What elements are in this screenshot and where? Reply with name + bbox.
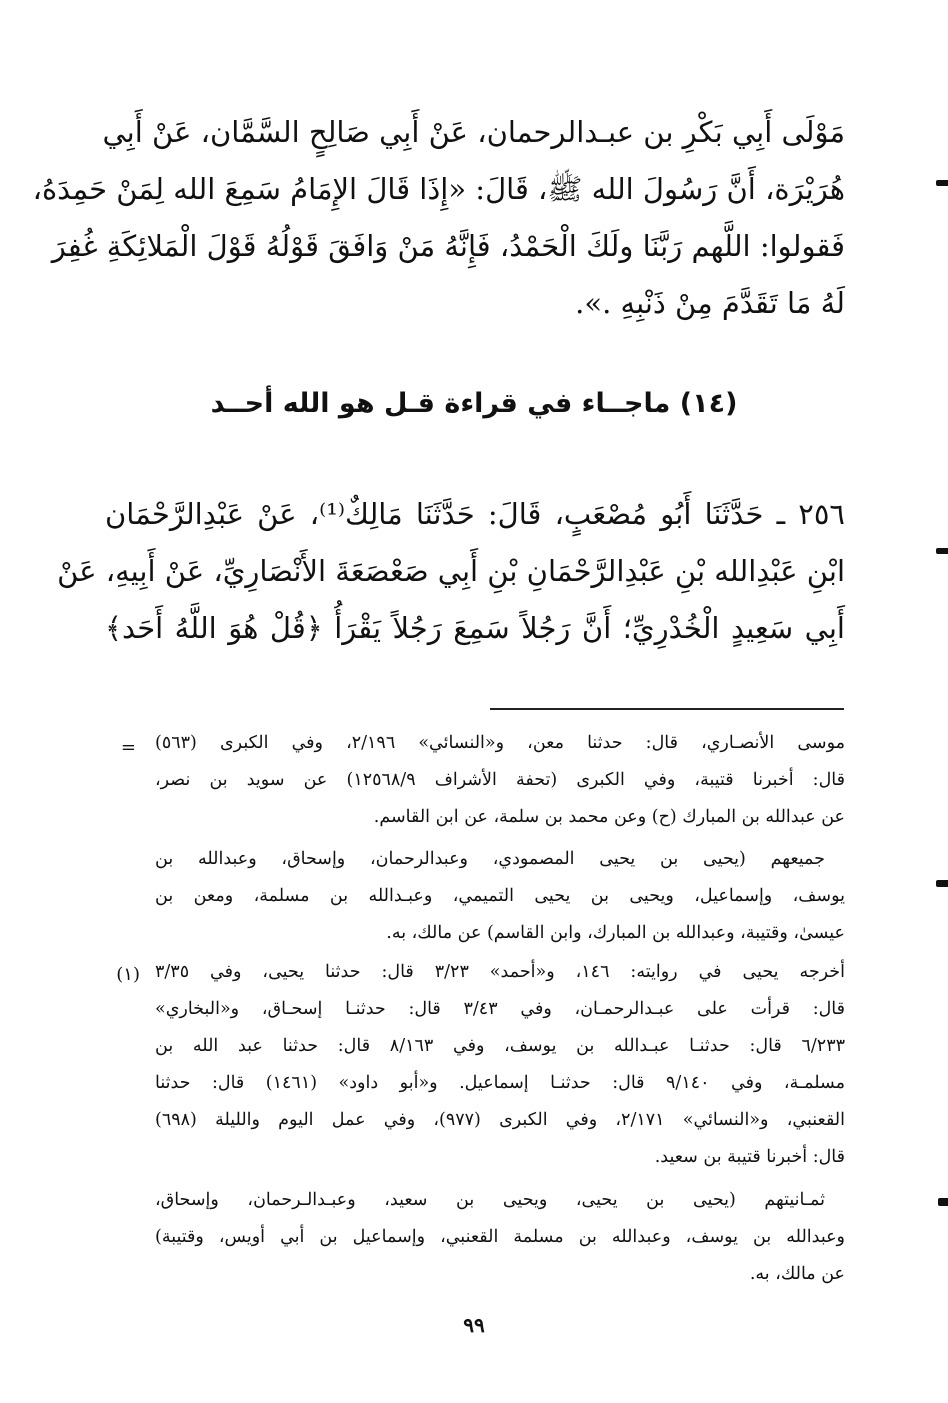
footnote-line: قال: أخبرنا قتيبة، وفي الكبرى (تحفة الأشراف ١٢٥٦٨/٩) عن سويد بن نصر، xyxy=(155,770,845,790)
scan-edge-mark xyxy=(938,1198,948,1206)
text-line: هُرَيْرَة، أَنَّ رَسُولَ الله ﷺ، قَالَ: «إِذَا قَالَ الإِمَامُ سَمِعَ الله لِمَنْ حَمِدَهُ، xyxy=(32,172,845,206)
footnote-line: قال: قرأت على عبـدالرحمـان، وفي ٣/٤٣ قال: حدثنـا إسحـاق، و«البخاري» xyxy=(155,999,846,1019)
footnote-line: موسى الأنصـاري، قال: حدثنا معن، و«النسائي» ٢/١٩٦، وفي الكبرى (٥٦٣) xyxy=(155,733,846,753)
footnote-line: القعنبي، و«النسائي» ٢/١٧١، وفي الكبرى (٩٧٧)، وفي عمل اليوم والليلة (٦٩٨) xyxy=(155,1110,845,1130)
hadith-line: ٢٥٦ ـ حَدَّثَنَا أَبُو مُصْعَبٍ، قَالَ: حَدَّثَنَا مَالِكٌ⁽¹⁾، عَنْ عَبْدِالرَّحْمَان xyxy=(105,497,845,531)
footnote-line: ٦/٢٣٣ قال: حدثنـا عبـدالله بن يوسف، وفي ٨/١٦٣ قال: حدثنا عبد الله بن xyxy=(155,1036,845,1056)
text-line: مَوْلَى أَبِي بَكْرِ بن عبـدالرحمان، عَنْ أَبِي صَالِحٍ السَّمَّان، عَنْ أَبِي xyxy=(102,115,845,149)
page-number: ٩٩ xyxy=(463,1313,485,1337)
text-line: فَقولوا: اللَّهم رَبَّنَا ولَكَ الْحَمْدُ، فَإِنَّهُ مَنْ وَافَقَ قَوْلُهُ قَوْلَ الْمَلائِكَةِ غُفِرَ xyxy=(51,229,845,263)
footnote-separator xyxy=(490,708,844,710)
hadith-line: ابْنِ عَبْدِالله بْنِ عَبْدِالرَّحْمَانِ بْنِ أَبِي صَعْصَعَةَ الأَنْصَارِيِّ، عَنْ أَبِيهِ، عَنْ xyxy=(57,554,845,588)
footnote-line: عن عبدالله بن المبارك (ح) وعن محمد بن سلمة، عن ابن القاسم. xyxy=(373,807,845,827)
footnote-line: قال: أخبرنا قتيبة بن سعيد. xyxy=(654,1147,845,1167)
scan-edge-mark xyxy=(936,880,948,887)
continuation-marker: = xyxy=(120,737,136,758)
text-line: لَهُ مَا تَقَدَّمَ مِنْ ذَنْبِهِ .». xyxy=(575,286,845,320)
footnote-line: عن مالك، به. xyxy=(749,1264,845,1284)
hadith-line: أَبِي سَعِيدٍ الْخُدْرِيِّ؛ أَنَّ رَجُلاً سَمِعَ رَجُلاً يَقْرَأُ ﴿قُلْ هُوَ اللَّهُ أَحَد﴾ xyxy=(105,611,845,645)
footnote-line: يوسف، وإسماعيل، ويحيى بن يحيى التميمي، وعبـدالله بن مسلمة، ومعن بن xyxy=(155,886,845,906)
scan-edge-mark xyxy=(936,180,948,186)
footnote-line: ثمـانيتهم (يحيى بن يحيى، ويحيى بن سعيد، وعبـدالـرحمان، وإسحاق، xyxy=(155,1190,825,1210)
footnote-line: مسلمـة، وفي ٩/١٤٠ قال: حدثنـا إسماعيل. و«أبو داود» (١٤٦١) قال: حدثنا xyxy=(155,1073,845,1093)
footnote-line: جميعهم (يحيى بن يحيى المصمودي، وعبدالرحمان، وإسحاق، وعبدالله بن xyxy=(155,849,825,869)
footnote-line: عيسىٰ، وقتيبة، وعبدالله بن المبارك، وابن القاسم) عن مالك، به. xyxy=(386,923,845,943)
footnote-1-marker: (١) xyxy=(116,964,140,985)
footnote-line: أخرجه يحيى في روايته: ١٤٦، و«أحمد» ٣/٢٣ قال: حدثنا يحيى، وفي ٣/٣٥ xyxy=(155,962,845,982)
section-heading: (١٤) ماجــاء في قراءة قـل هو الله أحــد xyxy=(210,388,738,419)
scan-edge-mark xyxy=(936,548,948,554)
footnote-line: وعبدالله بن يوسف، وعبدالله بن مسلمة القعنبي، وإسماعيل بن أبي أويس، وقتيبة) xyxy=(155,1227,845,1247)
